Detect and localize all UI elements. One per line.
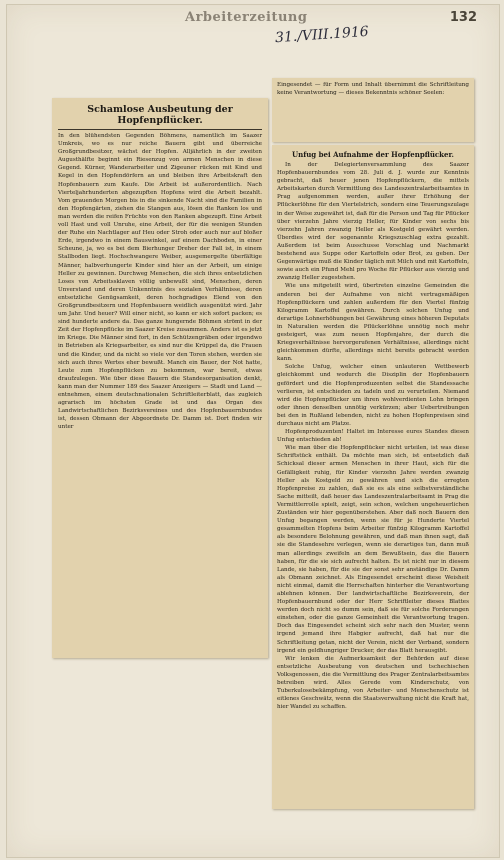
right-paragraph-2: Wie uns mitgeteilt wird, übertreten einzelne Gemeinden die anderen bei der Aufnahme von nicht vertragsmäßigen Hopfenpflückern und zahlen außerdem für den Viertel fünfzig Kilogramm Kartoffel gewähren. Durch solchen Unfug und derartige Lohnerhöhungen bei Gewährung eines höheren Deputats in Naturalien werden die Pflückerlöhne unnötig noch mehr gesteigert, was zum neuen Hopfenjahre, der durch die Kriegsverhältnisse hervorgerufenen Verhältnisse, allerdings nicht gleichkommen dürfte, allerdings nicht bereits gebracht werden kann. [277,283,469,363]
clipping-right-intro [272,78,474,142]
clipping-right-article [272,145,474,809]
headline-divider [58,129,262,130]
right-paragraph-6: Wir lenken die Aufmerksamkeit der Behörden auf diese entsetzliche Ausbeutung von deutschen und tschechischen Volksgenossen, die die Vermittlung des Prager Zentralarbeitsamtes betreiben wird. Alles Gerede vom Kinderschutz, von Tuberkulosebekämpfung, von Arbeiter- und Menschenschutz ist eitlenes Geschwätz, wenn die Staatsverwaltung nicht die Kraft hat, hier Wandel zu schaffen. [277,655,469,711]
article-subheadline: Unfug bei Aufnahme der Hopfenpflücker. [292,150,454,159]
page-number: 132 [449,10,477,25]
article-headline: Schamlose Ausbeutung der Hopfenpflücker. [87,104,233,126]
sheet-header [7,5,499,45]
right-paragraph-3: Solche Unfug, welcher einen unlauteren Wettbewerb gleichkommt und wodurch die Disziplin der Hopfenbauern gefördert und die Hopfenproduzenten selbst die Standessache verlieren, ist entschieden zu tadeln und zu verurteilen. Niemand wird die Hopfenpflücker um ihren wohlverdienten Lohn bringen oder ihnen denselben unnötig verkürzen; aber Uebertreibungen bei den in Rußland lebenden, nicht zu hohen Hopfenpreisen sind durchaus nicht am Platze. [277,364,469,427]
handwritten-date: 31./VIII.1916 [274,23,370,47]
right-paragraph-4: Hopfenproduzenten! Haltet im Interesse eures Standes diesen Unfug entschieden ab! [277,429,469,444]
publication-name: Arbeiterzeitung [185,10,308,25]
clipping-left-article [52,98,268,658]
right-paragraph-1: In der Delegiertenversammlung des Saazer Hopfenbauernbundes vom 28. Juli d. J. wurde zur Kenntnis gebracht, daß heuer jenen Hopfenpflückern, die mittels Arbeitskarten durch Vermittlung des Landeszentralarbeitsamtes in Prag aufgenommen werden, außer ihrer Erhöhung der Pflückerlöhne für den Viertelstrich, sondern eine Teuerungszulage in der Weise zugewährt ist, daß für die Person und Tag für Pflücker über vierzehn Jahre vierzig Heller, für Kinder von sechs bis vierzehn Jahren zwanzig Heller als Kostgeld gewährt werden. Überdies wird der sogenannte Kriegszuschlag extra gezahlt. Außerdem ist beim Ausschusse Vorschlag und Nachmarkt bestehend aus Suppe oder Kartoffeln oder Brot, zu geben. Der Gegenwärtige muß die Kinder täglich mit Milch und mit Kartoffeln, sowie auch ein Pfund Mehl pro Woche für Pflücker aus vierzig und zwanzig Heller zugestehen. [277,162,469,282]
left-article-body: In den blühendsten Gegenden Böhmens, namentlich im Saazer Umkreis, wo es nur reiche Bauern gibt und überreiche Großgrundbesitzer, wächst der Hopfen. Alljährlich in der zweiten Augusthälfte beginnt ein Riesenzug von armen Menschen in diese Gegend. Kürner, Wanderarbeiter und Zigeuner rücken mit Kind und Kegel in den Hopfendörfern an und bleiben ihre Arbeitskraft den Hopfenbauern zum Kaufe. Die Arbeit ist außerordentlich. Nach Vierteljahrhunderten abgezupften Hopfens wird die Arbeit bezahlt. Vom grauenden Morgen bis in die sinkende Nacht sind die Familien in den Hopfengärten, ziehen die Stangen aus, lösen die Ranken los und man werden die reifen Früchte von den Ranken abgezupft. Eine Arbeit voll Hast und voll Unruhe, eine Arbeit, der für die wenigen Stunden der Ruhe ein Nachtlager auf Heu oder Stroh oder auch nur auf bloßer Erde, irgendwo in einem Bauswinkel, auf einem Dachboden, in einer Scheune, ja, wo es bei dem Bierhunger Dreher der Fall ist, in einem Stallboden liegt. Hochschwangere Weiber, ausgemergelte überfältige Männer, halbverhungerte Kinder sind hier an der Arbeit, um einige Heller zu gewinnen. Durchweg Menschen, die sich ihres entsetzlichen Loses von Arbeitssklaven völlig unbewußt sind, Menschen, deren Unverstand und deren Unkenntnis des sozialen Verhältnisse, deren entsetzliche Genügsamkeit, deren hochgradiges Elend von den Großgrundbesitzern und Hopfenbauern weidlich ausgenützt wird. Jahr um Jahr. Und heuer? Will einer nicht, so kann er sich sofort packen; es sind hunderte andere da. Das ganze hungernde Böhmen strömt in der Zeit der Hopfenpflücke im Saazer Kreise zusammen. Anders ist es jetzt im Kriege. Die Männer sind fort, in den Schützengräben oder irgendwo in Betrieben als Kriegsarbeiter, es sind nur die Krüppel da, die Frauen und die Kinder, und da nicht so viele vor den Toren stehen, werden sie sich auch ihres Wertes eher bewußt. Manch ein Bauer, der Not hatte, Leute zum Hopfenpflücken zu bekommen, war bereit, etwas draufzulegen. Wie über diese Bauern die Standesorganisation denkt, kann man der Nummer 189 des Saazer Anzeigers — Stadt und Land — entnehmen, einem deutschnationalen Schriftleiterblatt, das zugleich agrarisch im höchsten Grade ist und das Organ des Landwirtschaftlichen Bezirksvereines und des Hopfenbauernbundes ist, dessen Obmann der Abgeordnete Dr. Damm ist. Dort finden wir unter [58,133,262,431]
intro-paragraph: Eingesendet — für Form und Inhalt übernimmt die Schriftleitung keine Verantwortung — dieses Bekenntnis schöner Seelen: [277,82,469,97]
right-paragraph-5: Wie man über die Hopfenpflücker nicht urteilen, ist was diese Schriftstück enthält. Da möchte man sich, ist entsetzlich daß Schicksal dieser armen Menschen in ihrer Haut, sich für die Gefälligkeit ruhig, für Kinder vierzehn Jahre werden zwanzig Heller als Kostgeld zu gewähren und sich die erregten Hopfenpreise zu zahlen, daß sie es als eine selbstverständliche Sache mitteilt, daß heuer das Landeszentralarbeitsamt in Prag die Vermittlerrolle spielt, zeigt, sein schon, welchen ungeheuerlichen Zuständen wir hier gegenüberstehen. Aber daß noch Bauern den Unfug begangen werden, wenn sie für je Hunderte Viertel gesammelten Hopfens beim Arbeiter fünfzig Kilogramm Kartoffel als besondere Belohnung gewähren, und daß man ihnen sagt, daß sie die Standesehre verlegen, wenn sie derartiges tun, dann muß man allerdings zweifeln an dem Bewußtsein, das die Bauern haben, für die sie sich aufrecht halten. Es ist nicht nur in diesem Lande, sie haben, für die sie der sonst sehr anständige Dr. Damm als Obmann zeichnet. Als Eingesendet erscheint diese Weisheit nicht einmal, damit die Herrschaften hinterher die Verantwortung ablehnen können. Der landwirtschaftliche Bezirksverein, der Hopfenbauernbund oder der Herr Schriftleiter dieses Blattes werden doch nicht so dumm sein, daß sie für solche Forderungen einstehen, oder die ganze Gemeinheit die Verantwortung tragen. Doch das Eingesendet scheint sich sehr nach den Muster, wenn irgend jemand ihre Habgier aufrecht, daß hat nur die Schriftleitung getan, nicht der Verein, nicht der Verband, sondern irgend ein geldhungriger Drucker, der das Blatt herausgibt. [277,445,469,654]
